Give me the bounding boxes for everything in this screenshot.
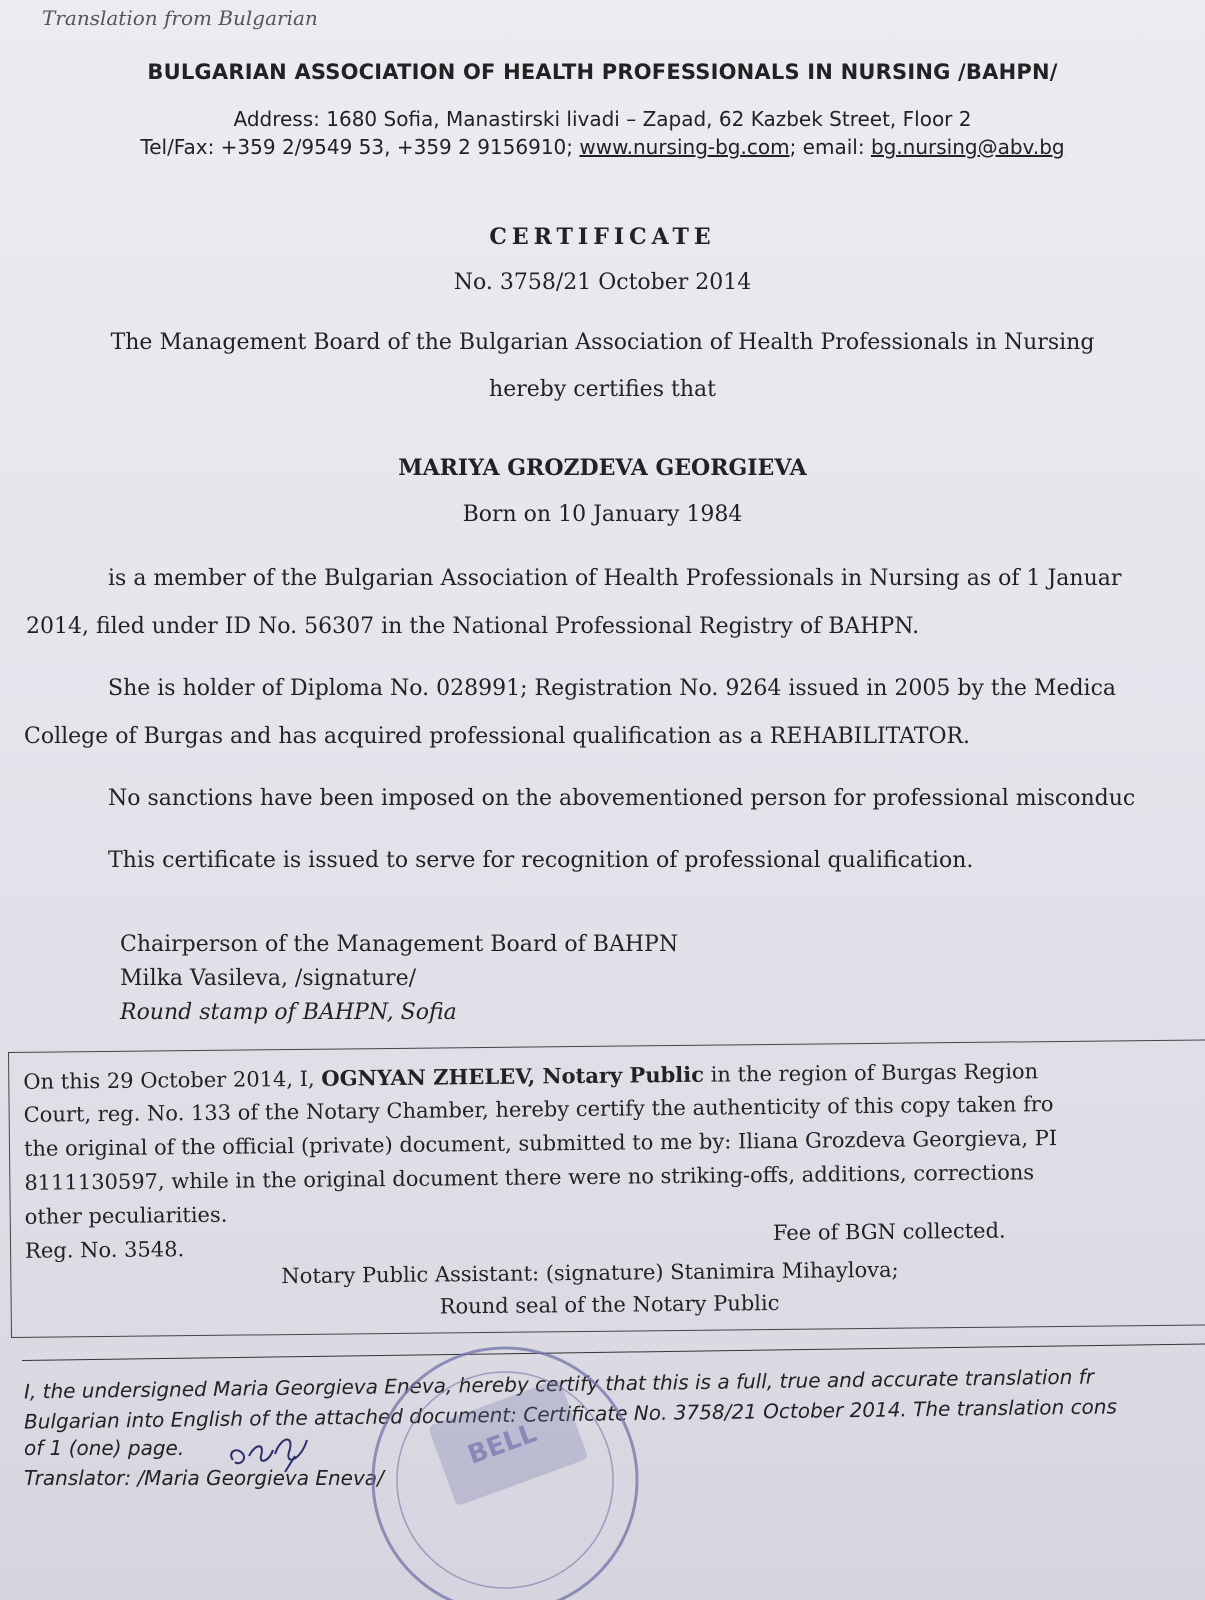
- translator-statement-line1: I, the undersigned Maria Georgieva Eneva, hereby certify that this is a full, true and accurate translation fr: [23, 1364, 1095, 1404]
- translator-statement-line3: of 1 (one) page.: [24, 1436, 185, 1460]
- diploma-paragraph-line2: College of Burgas and has acquired professional qualification as a REHABILITATOR.: [24, 724, 971, 749]
- notary-region: in the region of Burgas Region: [703, 1059, 1039, 1087]
- notary-line-1: [23, 1058, 1038, 1094]
- notary-certification-box: [8, 1039, 1205, 1338]
- notary-reg-number: Reg. No. 3548.: [24, 1237, 185, 1263]
- purpose-paragraph: This certificate is issued to serve for recognition of professional qualification.: [108, 848, 974, 873]
- person-name: MARIYA GROZDEVA GEORGIEVA: [398, 455, 807, 481]
- notary-assistant: Notary Public Assistant: (signature) Stanimira Mihaylova;: [281, 1257, 899, 1289]
- board-statement: The Management Board of the Bulgarian Association of Health Professionals in Nursing: [110, 330, 1095, 355]
- translator-name: Translator: /Maria Georgieva Eneva/: [24, 1466, 384, 1490]
- organization-name: BULGARIAN ASSOCIATION OF HEALTH PROFESSIONALS IN NURSING /BAHPN/: [147, 60, 1058, 84]
- website-link[interactable]: www.nursing-bg.com: [579, 135, 790, 159]
- notary-line-4: 8111130597, while in the original document there were no striking-offs, additions, corrections: [24, 1160, 1035, 1195]
- translation-note: Translation from Bulgarian: [42, 6, 318, 30]
- stamp-note: Round stamp of BAHPN, Sofia: [120, 1000, 457, 1025]
- membership-paragraph-line2: 2014, filed under ID No. 56307 in the National Professional Registry of BAHPN.: [26, 614, 920, 639]
- certificate-title: CERTIFICATE: [489, 224, 716, 250]
- membership-paragraph-line1: is a member of the Bulgarian Association of Health Professionals in Nursing as of 1 Januar: [108, 566, 1122, 591]
- translation-agency-stamp: [360, 1340, 650, 1600]
- email-label: ; email:: [789, 135, 871, 159]
- translator-signature-mark: [225, 1426, 320, 1476]
- organization-address: Address: 1680 Sofia, Manastirski livadi – Zapad, 62 Kazbek Street, Floor 2: [233, 107, 972, 131]
- telfax-text: Tel/Fax: +359 2/9549 53, +359 2 9156910;: [140, 135, 580, 159]
- translator-statement-line2: Bulgarian into English of the attached document: Certificate No. 3758/21 October 2014. The translation cons: [23, 1394, 1118, 1434]
- organization-contacts: [0, 135, 1205, 159]
- chairperson-signature: Milka Vasileva, /signature/: [120, 966, 417, 991]
- notary-name: OGNYAN ZHELEV, Notary Public: [321, 1061, 705, 1091]
- birth-date: Born on 10 January 1984: [462, 502, 743, 527]
- svg-text:BELL: BELL: [463, 1418, 541, 1471]
- sanctions-paragraph: No sanctions have been imposed on the abovementioned person for professional misconduc: [108, 786, 1136, 811]
- notary-intro: On this 29 October 2014, I,: [23, 1066, 322, 1094]
- notary-fee: Fee of BGN collected.: [772, 1218, 1006, 1245]
- notary-line-3: the original of the official (private) document, submitted to me by: Iliana Grozdeva Georgieva, PI: [23, 1126, 1058, 1161]
- diploma-paragraph-line1: She is holder of Diploma No. 028991; Registration No. 9264 issued in 2005 by the Medica: [108, 676, 1117, 701]
- certifies-statement: hereby certifies that: [489, 377, 716, 402]
- notary-seal-note: Round seal of the Notary Public: [439, 1290, 780, 1319]
- email-link[interactable]: bg.nursing@abv.bg: [870, 135, 1065, 159]
- notary-line-5: other peculiarities.: [24, 1202, 228, 1229]
- certificate-number: No. 3758/21 October 2014: [453, 270, 752, 295]
- notary-line-2: Court, reg. No. 133 of the Notary Chamber, hereby certify the authenticity of this copy taken fro: [23, 1092, 1054, 1127]
- chairperson-title: Chairperson of the Management Board of BAHPN: [120, 932, 679, 957]
